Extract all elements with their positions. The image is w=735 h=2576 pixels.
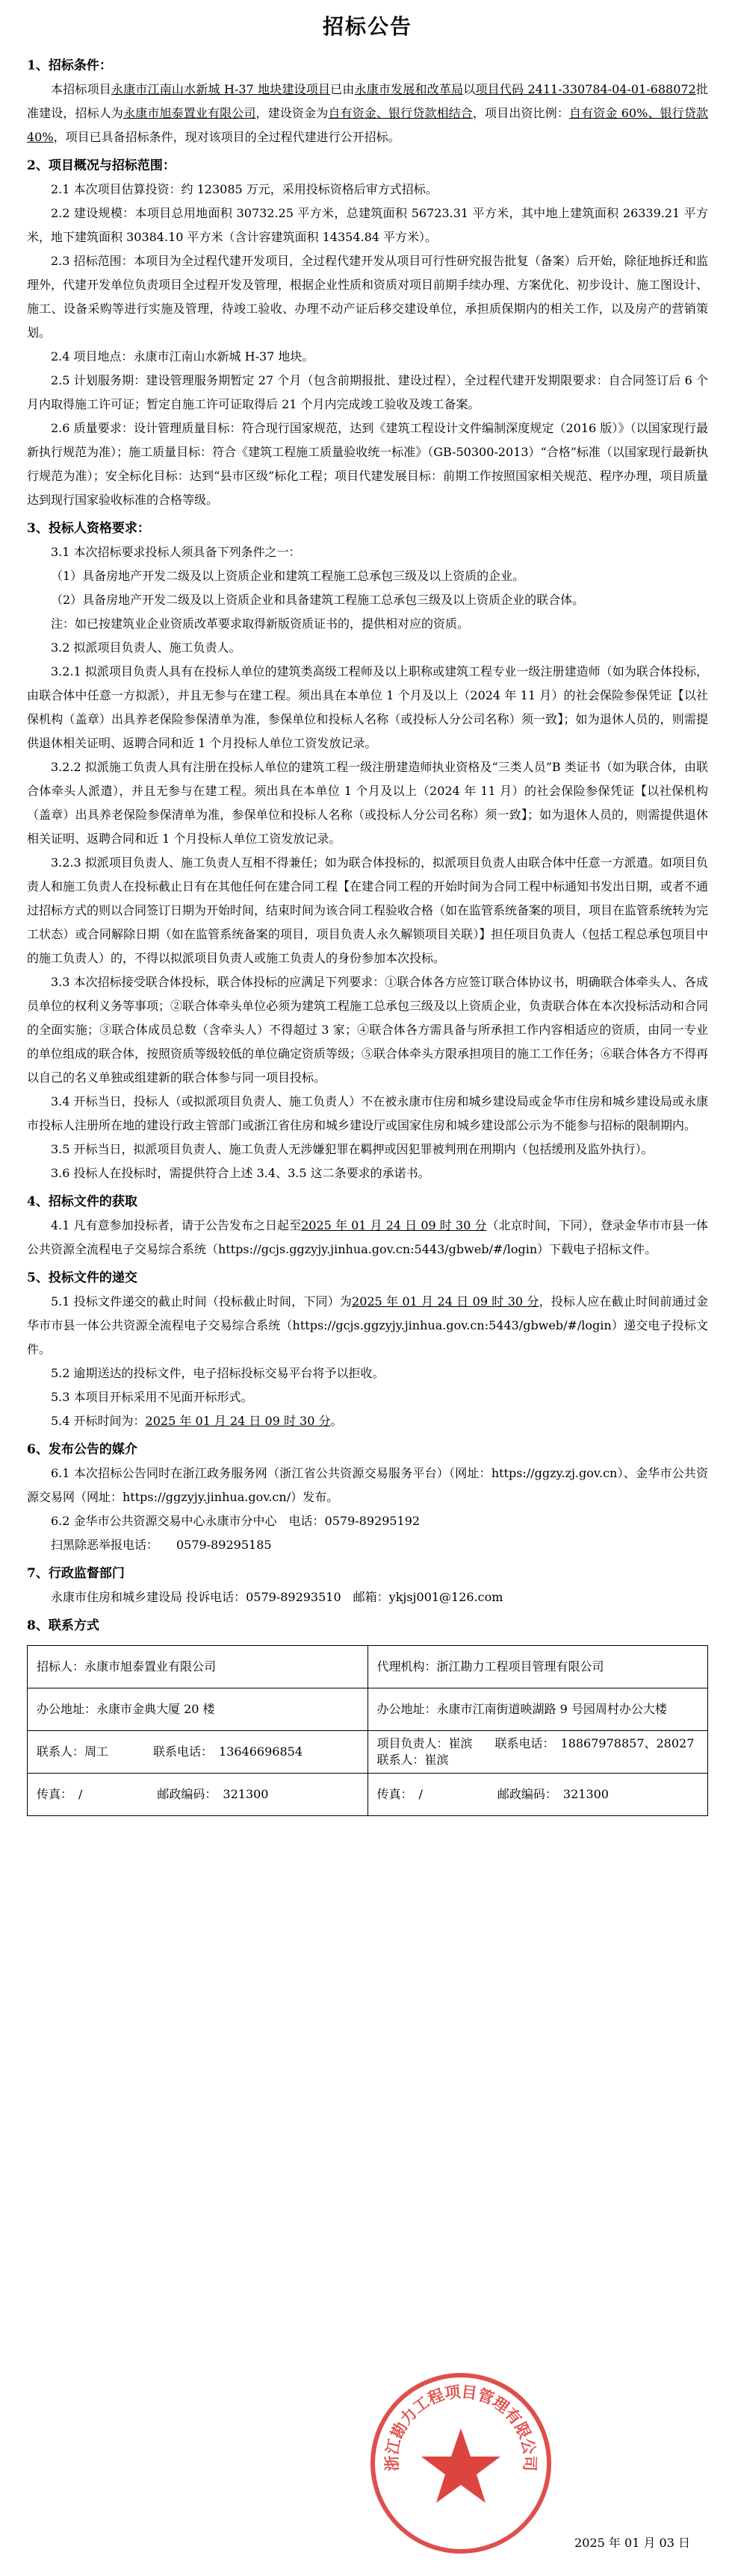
- paragraph-3-1-note: 注：如已按建筑业企业资质改革要求取得新版资质证书的，提供相对应的资质。: [51, 617, 470, 631]
- section-1-heading: 1、招标条件：: [27, 58, 112, 73]
- paragraph-6-2b: 扫黑除恶举报电话： 0579-89295185: [51, 1538, 272, 1552]
- paragraph-3-2: 3.2 拟派项目负责人、施工负责人。: [51, 640, 241, 655]
- tenderer-fax-cell: [28, 1774, 368, 1816]
- approver: 永康市发展和改革局: [354, 82, 464, 96]
- paragraph-6-1: 6.1 本次招标公告同时在浙江政务服务网（浙江省公共资源交易服务平台）（网址：https://ggzy.zj.gov.cn）、金华市公共资源交易网（网址：https://ggzyjy.jinhua.gov.cn/）发布。: [27, 1466, 708, 1504]
- s1-text-g: ，项目已具备招标条件，现对该项目的全过程代建进行公开招标。: [53, 130, 400, 144]
- tenderer-name: 永康市旭泰置业有限公司: [123, 106, 256, 120]
- s5-text-b: ，投标人应在截止时间前通过金华市市县一体公共资源全流程电子交易综合系统（https://gcjs.ggzyjy.jinhua.gov.cn:5443/gbweb/#/login）递交电子投标文件。: [27, 1294, 708, 1356]
- agent-fax-cell: [368, 1774, 708, 1816]
- project-code: 项目代码 2411-330784-04-01-688072: [475, 82, 696, 96]
- company-seal-icon: [368, 2370, 554, 2557]
- tenderer-postcode: 邮政编码： 321300: [157, 1787, 269, 1801]
- agent-phone: 联系电话： 18867978857、28027: [494, 1736, 695, 1750]
- paragraph-5-1: [27, 1290, 708, 1362]
- agent-cell: 代理机构：浙江勘力工程项目管理有限公司: [368, 1646, 708, 1688]
- agent-address-cell: 办公地址：永康市江南街道映湖路 9 号园周村办公大楼: [368, 1688, 708, 1731]
- s1-text-b: 已由: [330, 82, 355, 96]
- tenderer-cell: 招标人：永康市旭泰置业有限公司: [28, 1646, 368, 1688]
- s1-text-f: ，项目出资比例：: [472, 106, 569, 120]
- tenderer-contact-cell: [28, 1731, 368, 1774]
- contact-row-org: [28, 1646, 708, 1688]
- section-2-heading: 2、项目概况与招标范围：: [27, 158, 176, 173]
- download-deadline: 2025 年 01 月 24 日 09 时 30 分: [301, 1218, 487, 1232]
- s4-text-a: 4.1 凡有意参加投标者，请于公告发布之日起至: [51, 1218, 302, 1232]
- agent-fax: 传真： /: [376, 1787, 423, 1801]
- agent-postcode: 邮政编码： 321300: [497, 1787, 609, 1801]
- section-4-heading: 4、招标文件的获取: [27, 1194, 137, 1209]
- contact-table: [27, 1645, 708, 1816]
- section-8-heading: 8、联系方式: [27, 1618, 99, 1633]
- paragraph-5-4: [27, 1409, 708, 1433]
- s1-text-e: ，建设资金为: [255, 106, 329, 120]
- paragraph-3-2-3: 3.2.3 拟派项目负责人、施工负责人互相不得兼任；如为联合体投标的，拟派项目负责人由联合体中任意一方派遣。如项目负责人和施工负责人在投标截止日有在其他任何在建合同工程【在建合同工程的开始时间为合同工程中标通知书发出日期，或者不通过招标方式的则以合同签订日期为开始时间，结束时间为该合同工程验收合格（如在监管系统备案的项目，项目在监管系统转为完工状态）或合同解除日期（如在监管系统备案的项目，项目负责人永久解锁项目关联）】担任项目负责人（包括工程总承包项目中的施工负责人）的，不得以拟派项目负责人或施工负责人的身份参加本次投标。: [27, 855, 709, 965]
- section-6-heading: 6、发布公告的媒介: [27, 1442, 137, 1457]
- paragraph-3-2-1: 3.2.1 拟派项目负责人具有在投标人单位的建筑类高级工程师及以上职称或建筑工程专业一级注册建造师（如为联合体投标，由联合体中任意一方拟派），并且无参与在建工程。须出具在本单位 1 个月及以上（2024 年 11 月）的社会保险参保凭证【以社保机构（盖章）出具养老保险参保清单为准，参保单位和投标人名称（或投标人分公司名称）须一致】；如为退休人员的，则需提供退休相关证明、返聘合同和近 1 个月投标人单位工资发放记录。: [27, 664, 708, 750]
- s1-text-a: 本招标项目: [51, 82, 111, 96]
- s1-text-c: 以: [463, 82, 476, 96]
- contact-row-person: [28, 1731, 708, 1774]
- page-title: 招标公告: [322, 14, 412, 39]
- agent-contact-cell: [368, 1731, 708, 1774]
- paragraph-3-2-2: 3.2.2 拟派施工负责人具有注册在投标人单位的建筑工程一级注册建造师执业资格及“三类人员”B 类证书（如为联合体，由联合体牵头人派遣），并且无参与在建工程。须出具在本单位 1 个月及以上（2024 年 11 月）的社会保险参保凭证【以社保机构（盖章）出具养老保险参保清单为准，参保单位和投标人名称（或投标人分公司名称）须一致】；如为退休人员的，则需提供退休相关证明、返聘合同和近 1 个月投标人单位工资发放记录。: [27, 760, 708, 846]
- agent-contact: 联系人：崔滨: [376, 1753, 449, 1767]
- paragraph-3-1-1: （1）具备房地产开发二级及以上资质企业和建筑工程施工总承包三级及以上资质的企业。: [51, 569, 525, 583]
- paragraph-3-3: 3.3 本次招标接受联合体投标，联合体投标的应满足下列要求：①联合体各方应签订联合体协议书，明确联合体牵头人、各成员单位的权利义务等事项；②联合体牵头单位必须为建筑工程施工总承包三级及以上资质企业，负责联合体在本次投标活动和合同的全面实施；③联合体成员总数（含牵头人）不得超过 3 家；④联合体各方需具备与所承担工作内容相适应的资质，由同一专业的单位组成的联合体，按照资质等级较低的单位确定资质等级；⑤联合体牵头方限承担项目的施工工作任务；⑥联合体各方不得再以自己的名义单独或组建新的联合体参与同一项目投标。: [27, 975, 709, 1085]
- contact-row-fax: [28, 1774, 708, 1816]
- paragraph-2-5: 2.5 计划服务期：建设管理服务期暂定 27 个月（包含前期报批、建设过程），全过程代建开发期限要求：自合同签订后 6 个月内取得施工许可证；暂定自施工许可证取得后 21 个月内完成竣工验收及竣工备案。: [27, 373, 708, 411]
- svg-text:浙江勘力工程项目管理有限公司: 浙江勘力工程项目管理有限公司: [382, 2382, 540, 2472]
- paragraph-2-4: 2.4 项目地点：永康市江南山水新城 H-37 地块。: [51, 349, 314, 364]
- issue-date: 2025 年 01 月 03 日: [574, 2536, 690, 2550]
- paragraph-2-1: 2.1 本次项目估算投资：约 123085 万元，采用投标资格后审方式招标。: [51, 182, 438, 196]
- paragraph-2-6: 2.6 质量要求：设计管理质量目标：符合现行国家规范，达到《建筑工程设计文件编制深度规定（2016 版）》（以国家现行最新执行规范为准）；施工质量目标：符合《建筑工程施工质量验收统一标准》（GB-50300-2013）“合格”标准（以国家现行最新执行规范为准）；安全标化目标：达到“县市区级”标化工程；项目代建发展目标：前期工作按照国家相关规范、程序办理，项目质量达到现行国家验收标准的合格等级。: [27, 421, 708, 507]
- paragraph-5-3: 5.3 本项目开标采用不见面开标形式。: [51, 1390, 253, 1404]
- paragraph-3-5: 3.5 开标当日，拟派项目负责人、施工负责人无涉嫌犯罪在羁押或因犯罪被判刑在刑期内（包括缓刑及监外执行）。: [51, 1142, 654, 1156]
- tenderer-contact: 联系人：周工: [37, 1744, 109, 1759]
- paragraph-2-3: 2.3 招标范围：本项目为全过程代建开发项目，全过程代建开发从项目可行性研究报告批复（备案）后开始，除征地拆迁和监理外，代建开发单位负责项目全过程开发及管理，根据企业性质和资质对项目前期手续办理、方案优化、初步设计、施工图设计、施工、设备采购等进行实施及管理，待竣工验收、办理不动产证后移交建设单位，承担质保期内的相关工作，以及房产的营销策划。: [27, 254, 709, 340]
- project-name: 永康市江南山水新城 H-37 地块建设项目: [111, 82, 331, 96]
- paragraph-7-1: 永康市住房和城乡建设局 投诉电话：0579-89293510 邮箱：ykjsj001@126.com: [51, 1590, 503, 1604]
- agent-project-lead: 项目负责人：崔滨: [376, 1736, 473, 1750]
- section-3-heading: 3、投标人资格要求：: [27, 521, 150, 536]
- paragraph-3-6: 3.6 投标人在投标时，需提供符合上述 3.4、3.5 这二条要求的承诺书。: [51, 1166, 430, 1180]
- tenderer-address-cell: 办公地址：永康市金典大厦 20 楼: [28, 1688, 368, 1731]
- paragraph-5-2: 5.2 逾期送达的投标文件，电子招标投标交易平台将予以拒收。: [51, 1366, 385, 1380]
- fund-ratio: 自有资金 60%、银行贷款 40%: [27, 106, 708, 144]
- s5-text-a: 5.1 投标文件递交的截止时间（投标截止时间，下同）为: [51, 1294, 353, 1309]
- opening-time: 2025 年 01 月 24 日 09 时 30 分: [145, 1414, 331, 1428]
- tenderer-fax: 传真： /: [37, 1787, 83, 1801]
- s5-open-end: 。: [330, 1414, 343, 1428]
- paragraph-6-2: 6.2 金华市公共资源交易中心永康市分中心 电话：0579-89295192: [51, 1514, 421, 1528]
- section-1-paragraph: [27, 78, 708, 149]
- submission-deadline: 2025 年 01 月 24 日 09 时 30 分: [352, 1294, 539, 1309]
- s4-text-b: （北京时间，下同），登录金华市市县一体公共资源全流程电子交易综合系统（https://gcjs.ggzyjy.jinhua.gov.cn:5443/gbweb/#/login）下载电子招标文件。: [27, 1218, 708, 1256]
- paragraph-3-4: 3.4 开标当日，投标人（或拟派项目负责人、施工负责人）不在被永康市住房和城乡建设局或金华市住房和城乡建设局或永康市投标人注册所在地的建设行政主管部门或浙江省住房和城乡建设厅或国家住房和城乡建设部公示为不能参与招标的限制期内。: [27, 1094, 708, 1132]
- tenderer-phone: 联系电话： 13646696854: [153, 1744, 303, 1759]
- section-5-heading: 5、投标文件的递交: [27, 1270, 137, 1285]
- contact-row-address: [28, 1688, 708, 1731]
- section-7-heading: 7、行政监督部门: [27, 1566, 125, 1581]
- paragraph-2-2: 2.2 建设规模：本项目总用地面积 30732.25 平方米，总建筑面积 56723.31 平方米，其中地上建筑面积 26339.21 平方米，地下建筑面积 30384.10 平方米（含计容建筑面积 14354.84 平方米）。: [27, 206, 708, 244]
- paragraph-3-1-2: （2）具备房地产开发二级及以上资质企业和具备建筑工程施工总承包三级及以上资质企业的联合体。: [51, 593, 585, 607]
- paragraph-3-1: 3.1 本次招标要求投标人须具备下列条件之一：: [51, 545, 301, 559]
- fund-source: 自有资金、银行贷款相结合: [328, 106, 473, 120]
- s5-open-label: 5.4 开标时间为：: [51, 1414, 146, 1428]
- paragraph-4-1: [27, 1214, 708, 1262]
- s1-text-d: 批准建设，招标人为: [27, 82, 708, 120]
